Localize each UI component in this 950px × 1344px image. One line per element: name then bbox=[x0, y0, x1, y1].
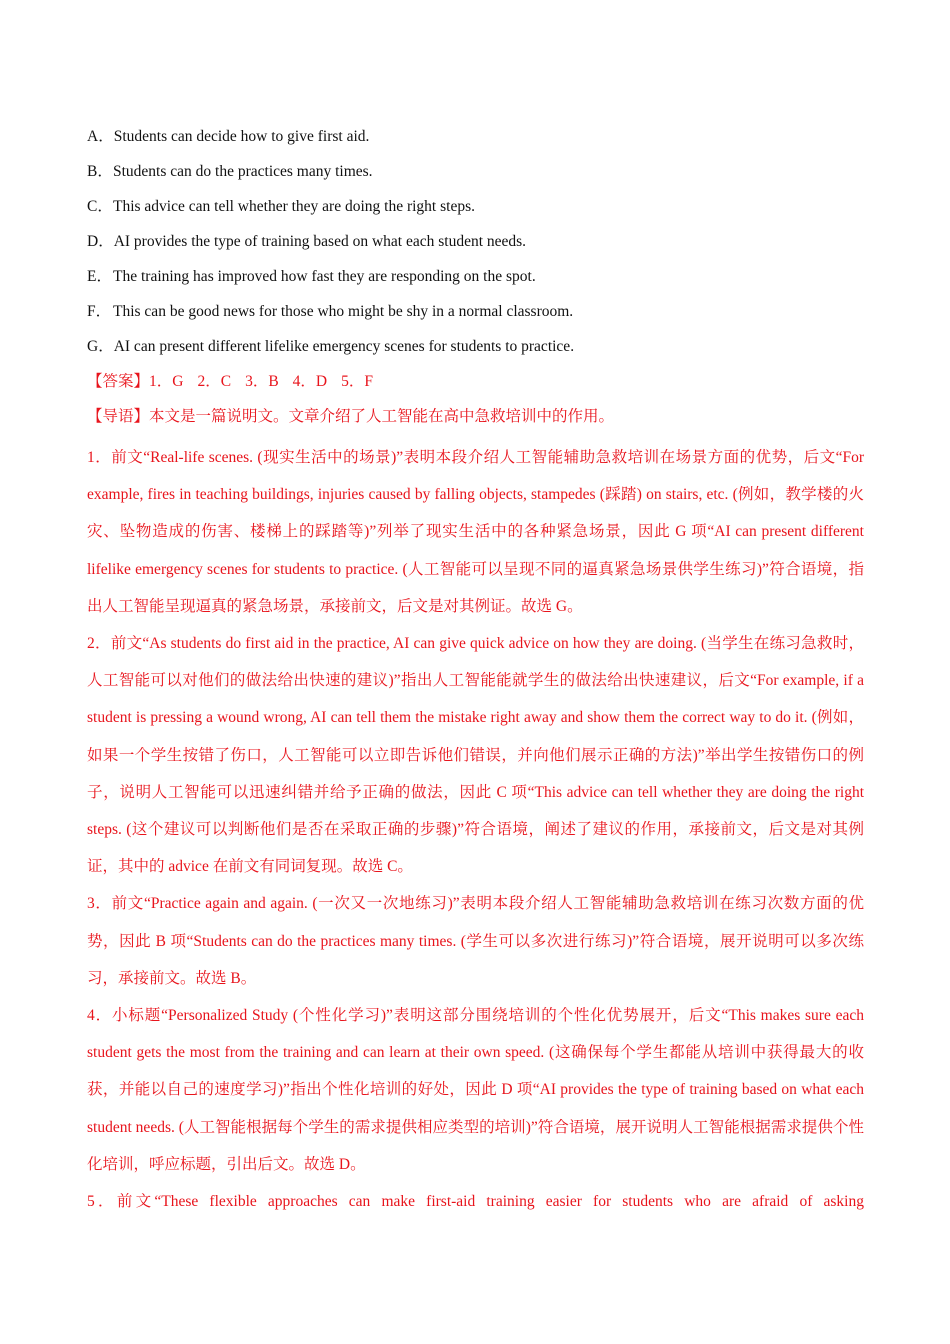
option-text: AI provides the type of training based on what each student needs. bbox=[113, 233, 527, 250]
intro-text: 本文是一篇说明文。文章介绍了人工智能在高中急救培训中的作用。 bbox=[149, 408, 615, 425]
explanation-4 bbox=[87, 997, 864, 1183]
option-letter: E． bbox=[87, 268, 112, 285]
answer-item: 5．F bbox=[341, 373, 373, 390]
explanation-number: 4． bbox=[87, 1007, 113, 1025]
option-letter: B． bbox=[87, 163, 113, 180]
option-e bbox=[87, 264, 864, 299]
explanation-2 bbox=[87, 625, 864, 885]
answer-item: 3．B bbox=[245, 373, 279, 390]
option-text: The training has improved how fast they are responding on the spot. bbox=[113, 268, 536, 285]
option-letter: F． bbox=[87, 303, 112, 320]
option-letter: D． bbox=[87, 233, 114, 250]
option-f bbox=[87, 299, 864, 334]
explanations bbox=[87, 439, 864, 1220]
option-text: AI can present different lifelike emergency scenes for students to practice. bbox=[113, 338, 575, 355]
option-text: This can be good news for those who might be shy in a normal classroom. bbox=[113, 303, 574, 320]
explanation-text: 小标题“Personalized Study (个性化学习)”表明这部分围绕培训的个性化优势展开，后文“This makes sure each student gets the most from the training and can learn at their own speed. (这确保每个学生都能从培训中获得最大的收获，并能以自己的速度学习)”指出个性化培训的好处，因此 D 项“AI provides the type of training based on what each student needs. (人工智能根据每个学生的需求提供相应类型的培训)”符合语境，展开说明人工智能根据需求提供个性化培训，呼应标题，引出后文。故选 D。 bbox=[87, 1007, 864, 1173]
document-page bbox=[87, 124, 864, 1220]
option-letter: G． bbox=[87, 338, 114, 355]
answer-label: 【答案】 bbox=[87, 373, 150, 390]
intro-label: 【导语】 bbox=[87, 408, 150, 425]
option-text: This advice can tell whether they are doing the right steps. bbox=[113, 198, 475, 215]
explanation-number: 2． bbox=[87, 635, 111, 653]
intro-summary bbox=[87, 404, 864, 439]
option-g bbox=[87, 334, 864, 369]
explanation-text: 前文“Practice again and again. (一次又一次地练习)”表明本段介绍人工智能辅助急救培训在练习次数方面的优势，因此 B 项“Students can do the practices many times. (学生可以多次进行练习)”符合语境，展开说明可以多次练习，承接前文。故选 B。 bbox=[87, 895, 864, 987]
explanation-1 bbox=[87, 439, 864, 625]
explanation-text: 前文“Real-life scenes. (现实生活中的场景)”表明本段介绍人工智能辅助急救培训在场景方面的优势，后文“For example, fires in teaching buildings, injuries caused by falling objects, stampedes (踩踏) on stairs, etc. (例如，教学楼的火灾、坠物造成的伤害、楼梯上的踩踏等)”列举了现实生活中的各种紧急场景，因此 G 项“AI can present different lifelike emergency scenes for students to practice. (人工智能可以呈现不同的逼真紧急场景供学生练习)”符合语境，指出人工智能呈现逼真的紧急场景，承接前文，后文是对其例证。故选 G。 bbox=[87, 449, 864, 615]
option-text: Students can decide how to give first aid. bbox=[113, 128, 370, 145]
options-list bbox=[87, 124, 864, 369]
option-text: Students can do the practices many times. bbox=[113, 163, 373, 180]
answer-key bbox=[87, 369, 864, 404]
option-letter: C． bbox=[87, 198, 113, 215]
explanation-number: 3． bbox=[87, 895, 112, 913]
explanation-text: 前文“As students do first aid in the practice, AI can give quick advice on how they are doing. (当学生在练习急救时，人工智能可以对他们的做法给出快速的建议)”指出人工智能能就学生的做法给出快速建议，后文“For example, if a student is pressing a wound wrong, AI can tell them the mistake right away and show them the correct way to do it. (例如，如果一个学生按错了伤口，人工智能可以立即告诉他们错误，并向他们展示正确的方法)”举出学生按错伤口的例子，说明人工智能可以迅速纠错并给予正确的做法，因此 C 项“This advice can tell whether they are doing the right steps. (这个建议可以判断他们是否在采取正确的步骤)”符合语境，阐述了建议的作用，承接前文，后文是对其例证，其中的 advice 在前文有同词复现。故选 C。 bbox=[87, 635, 864, 876]
answer-item: 2．C bbox=[197, 373, 232, 390]
option-d bbox=[87, 229, 864, 264]
option-b bbox=[87, 159, 864, 194]
explanation-text: 前文“These flexible approaches can make first-aid training easier for students who are afraid of asking bbox=[116, 1193, 864, 1211]
option-letter: A． bbox=[87, 128, 114, 145]
answer-item: 1．G bbox=[149, 373, 184, 390]
explanation-3 bbox=[87, 885, 864, 997]
answer-item: 4．D bbox=[292, 373, 328, 390]
explanation-number: 1． bbox=[87, 449, 112, 466]
option-c bbox=[87, 194, 864, 229]
option-a bbox=[87, 124, 864, 159]
explanation-number: 5． bbox=[87, 1193, 117, 1211]
explanation-5 bbox=[87, 1183, 864, 1220]
